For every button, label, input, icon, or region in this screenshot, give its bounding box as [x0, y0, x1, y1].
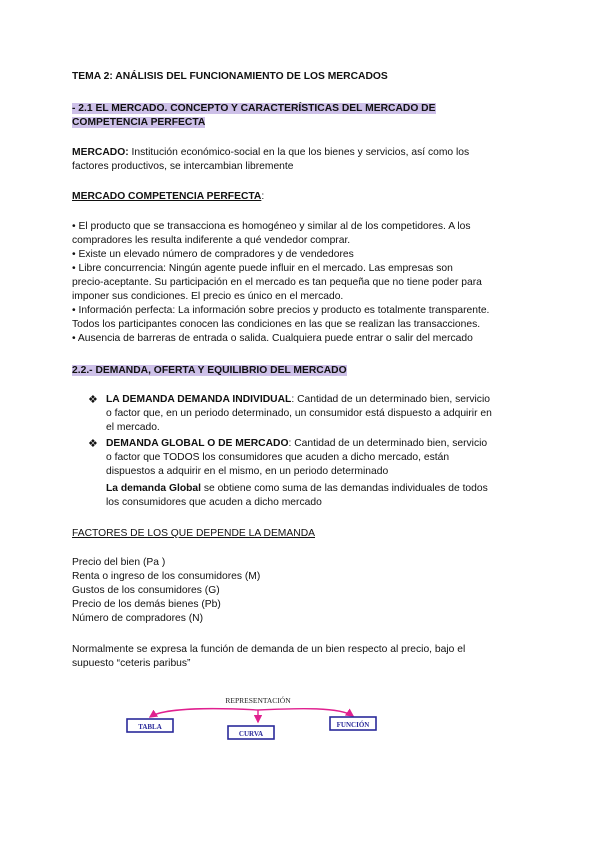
competencia-line: imponer sus condiciones. El precio es único en el mercado. — [72, 291, 344, 302]
tabla-label: TABLA — [138, 723, 162, 731]
demanda-global-note-line-2: los consumidores que acuden a dicho mercado — [106, 497, 322, 508]
funcion-line-2: supuesto “ceteris paribus” — [72, 658, 191, 669]
diagram-root-label: REPRESENTACIÓN — [225, 696, 291, 705]
demanda-individual-line-2: o factor que, en un periodo determinado, un consumidor está dispuesto a adquirir en — [106, 408, 492, 419]
competencia-heading-text: MERCADO COMPETENCIA PERFECTA — [72, 191, 262, 202]
diagram-node-tabla — [127, 719, 173, 732]
diagram-arrows — [150, 709, 353, 722]
competencia-line: Todos los participantes conocen las condiciones en las que se realizan las transacciones. — [72, 319, 481, 330]
factor-item: Renta o ingreso de los consumidores (M) — [72, 571, 261, 582]
document-title: TEMA 2: ANÁLISIS DEL FUNCIONAMIENTO DE LOS MERCADOS — [72, 71, 388, 82]
demanda-global-text: : Cantidad de un determinado bien, servicio — [288, 438, 488, 449]
diamond-bullet-icon: ❖ — [88, 438, 98, 450]
competencia-line: compradores les resulta indiferente a qué vendedor comprar. — [72, 235, 351, 246]
factor-item: Precio de los demás bienes (Pb) — [72, 599, 221, 610]
arrow-to-tabla — [150, 709, 258, 717]
demanda-global-line-3: dispuestos a adquirir en el mismo, en un periodo determinado — [106, 466, 389, 477]
competencia-line: precio-aceptante. Su participación en el mercado es tan pequeña que no tiene poder para — [72, 277, 482, 288]
mercado-term: MERCADO: — [72, 147, 129, 158]
highlight: COMPETENCIA PERFECTA — [72, 117, 206, 128]
mercado-definition-line-2: factores productivos, se intercambian libremente — [72, 161, 294, 172]
demanda-individual-term: LA DEMANDA DEMANDA INDIVIDUAL — [106, 394, 292, 405]
diamond-bullet-icon: ❖ — [88, 394, 98, 406]
diagram-node-funcion — [330, 717, 376, 730]
demanda-individual-text: : Cantidad de un determinado bien, servicio — [291, 394, 490, 405]
factores-heading: FACTORES DE LOS QUE DEPENDE LA DEMANDA — [72, 528, 315, 539]
factor-item: Gustos de los consumidores (G) — [72, 585, 220, 596]
demanda-global-line-2: o factor que TODOS los consumidores que acuden a dicho mercado, están — [106, 452, 450, 463]
mercado-text: Institución económico-social en la que los bienes y servicios, así como los — [128, 147, 470, 158]
demanda-individual-line-3: el mercado. — [106, 422, 160, 433]
competencia-line: • Libre concurrencia: Ningún agente puede influir en el mercado. Las empresas son — [72, 263, 453, 274]
arrow-to-funcion — [258, 709, 353, 716]
diagram-node-curva — [228, 726, 274, 739]
funcion-label: FUNCIÓN — [336, 721, 370, 729]
curva-label: CURVA — [238, 730, 264, 738]
competencia-line: • El producto que se transacciona es homogéneo y similar al de los competidores. A los — [72, 221, 471, 232]
competencia-line: • Información perfecta: La información sobre precios y producto es totalmente transparente. — [72, 305, 490, 316]
demanda-global-term: DEMANDA GLOBAL O DE MERCADO — [106, 438, 289, 449]
funcion-line-1: Normalmente se expresa la función de demanda de un bien respecto al precio, bajo el — [72, 644, 466, 655]
competencia-line: • Existe un elevado número de compradores y de vendedores — [72, 249, 354, 260]
demanda-global-note-text: se obtiene como suma de las demandas individuales de todos — [200, 483, 488, 494]
competencia-colon: : — [261, 191, 265, 202]
highlight: 2.2.- DEMANDA, OFERTA Y EQUILIBRIO DEL MERCADO — [72, 365, 347, 376]
competencia-line: • Ausencia de barreras de entrada o salida. Cualquiera puede entrar o salir del mercado — [72, 333, 473, 344]
demanda-global-note-term: La demanda Global — [106, 483, 201, 494]
factor-item: Número de compradores (N) — [72, 613, 204, 624]
highlight: - 2.1 EL MERCADO. CONCEPTO Y CARACTERÍSTICAS DEL MERCADO DE — [72, 103, 436, 114]
factor-item: Precio del bien (Pa ) — [72, 557, 166, 568]
